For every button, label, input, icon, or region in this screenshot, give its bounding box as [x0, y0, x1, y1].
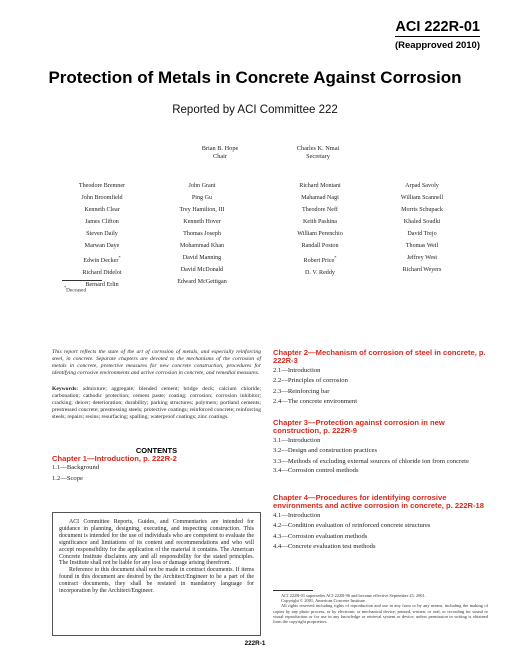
member-name: Mohammad Khan [179, 243, 225, 249]
document-id-block [395, 18, 480, 51]
member-name: Kenneth Hover [183, 219, 221, 225]
page-number: 222R-1 [244, 640, 266, 647]
member-name: James Clifton [85, 219, 119, 225]
member-name: Richard Weyers [402, 267, 442, 273]
chapter-2 [273, 349, 488, 408]
member-name: Thomas Weil [405, 243, 439, 249]
chapter-4 [273, 494, 488, 553]
member-name: Marwan Daye [84, 243, 120, 249]
deceased-marker: * [118, 255, 121, 260]
document-number: ACI 222R-01 [395, 19, 480, 35]
toc-item: 3.1—Introduction [273, 436, 321, 444]
toc-item: 1.2—Scope [52, 474, 83, 482]
abstract: This report reflects the state of the art of corrosion of metals, and especially reinforcing steel, in concrete. Separate chapters are devoted to the mechanisms of the corrosion of metals in concrete, protective measures for new concrete construction, procedures for identifying corrosive environments and active corrosion in concrete, and remedial measures. [52, 349, 261, 376]
notice-paragraph: Reference to this document shall not be made in contract documents. If items found in this document are desired by the Architect/Engineer to be a part of the contract documents, they shall be restated in mandatory language for incorporation by the Architect/Engineer. [59, 567, 254, 595]
copyright-line: Copyright © 2001, American Concrete Institute. [281, 598, 366, 604]
deceased-marker: * [334, 255, 337, 260]
member-name: Keith Pashina [302, 219, 338, 225]
member-name: Theodore Bremner [78, 183, 126, 189]
committee-reports-notice [52, 512, 261, 636]
member-name: Richard Montani [299, 183, 341, 189]
member-name: Thomas Joseph [183, 231, 221, 237]
contents-heading: CONTENTS [135, 446, 178, 455]
copyright-notice [273, 593, 488, 624]
committee-secretary [268, 145, 368, 161]
member-name: William Scannell [400, 195, 444, 201]
toc-item: 2.1—Introduction [273, 366, 321, 374]
member-name: Richard Didelot [82, 270, 122, 277]
member-name: John Grant [188, 183, 216, 189]
copyright-line: ACI 222R-01 supersedes ACI 222R-96 and became effective September 25, 2001. [281, 593, 426, 598]
footnote-rule [273, 590, 313, 591]
member-name: Trey Hamilton, III [179, 207, 225, 213]
member-name: Ping Gu [191, 195, 213, 201]
toc-item: 2.2—Principles of corrosion [273, 377, 348, 385]
member-name: William Perenchio [297, 231, 343, 237]
toc-item: 4.2—Condition evaluation of reinforced concrete structures [273, 522, 431, 530]
toc-item: 4.1—Introduction [273, 511, 321, 519]
member-name: Theodore Neff [302, 207, 338, 213]
member-name: Steven Daily [86, 231, 118, 237]
toc-item: 1.1—Background [52, 464, 100, 472]
member-name: Bernard Erlin [85, 282, 119, 289]
notice-paragraph: ACI Committee Reports, Guides, and Commentaries are intended for guidance in planning, designing, executing, and inspecting construction. This document is intended for the use of individuals who are competent to evaluate the significance and limitations of its content and recommendations and who will accept responsibility for the application of the material it contains. The American Concrete Institute disclaims any and all responsibility for the stated principles. The Institute shall not be liable for any loss or damage arising therefrom. [59, 519, 254, 567]
member-name: Randall Poston [301, 243, 339, 249]
reported-by: Reported by ACI Committee 222 [172, 104, 338, 116]
document-title: Protection of Metals in Concrete Against Corrosion [48, 68, 462, 87]
member-name: D. V. Reddy [305, 270, 335, 277]
member-name: Edward McGettigan [177, 279, 227, 285]
keywords-text: admixture; aggregate; blended cement; bridge deck; calcium chloride; carbonation; cathodic protection; cement paste; coating; corrosion; corrosion inhibitor; cracking; deicer; deterioration; durability; parking structures; polymers; portland cements; prestressed concrete; prestressing steels; protective coatings; reinforced concrete; reinforcing steels; repairs; resins; resurfacing; spalling; waterproof coatings; zinc coatings. [52, 386, 261, 420]
chapter-heading: Chapter 1—Introduction, p. 222R-2 [52, 454, 177, 463]
chapter-1 [52, 455, 261, 484]
toc-item: 2.3—Reinforcing bar [273, 387, 330, 395]
member-name: David McDonald [180, 267, 224, 273]
chapter-heading: Chapter 4—Procedures for identifying corrosive environments and active corrosion in concrete, p. 222R-18 [273, 493, 485, 511]
copyright-line: All rights reserved including rights of reproduction and use in any form or by any means, including the making of copies by any photo process, or by electronic or mechanical device, printed, written, or oral, or recording for sound or visual reproduction or for use in any knowledge or retrieval system or device, unless permission in writing is obtained from the copyright proprietors. [273, 603, 488, 625]
chair-role: Chair [213, 153, 227, 160]
member-column [372, 180, 472, 276]
footnote-rule [62, 280, 102, 281]
member-column [52, 180, 152, 291]
keywords [52, 386, 261, 421]
member-column [270, 180, 370, 279]
reapproved-note: (Reapproved 2010) [394, 40, 480, 51]
member-name: Kenneth Clear [84, 207, 120, 213]
member-name: Khaled Soudki [403, 219, 441, 225]
member-name: Morris Schupack [401, 207, 443, 213]
member-name: Arpad Savoly [405, 183, 439, 189]
toc-item: 2.4—The concrete environment [273, 398, 358, 406]
member-name: Jeffrey West [406, 255, 438, 261]
toc-item: 3.3—Methods of excluding external sources of chloride ion from concrete [273, 457, 469, 465]
toc-item: 4.3—Corrosion evaluation methods [273, 532, 368, 540]
chair-name: Brian B. Hope [201, 145, 239, 152]
member-name: Mahamad Nagi [301, 195, 339, 201]
chapter-heading: Chapter 3—Protection against corrosion in new construction, p. 222R-9 [273, 418, 445, 436]
member-name: David Trejo [407, 231, 437, 237]
secretary-role: Secretary [306, 153, 330, 160]
member-name: Robert Price* [303, 255, 337, 265]
toc-item: 3.4—Corrosion control methods [273, 466, 359, 474]
member-name: David Manning [182, 255, 222, 261]
deceased-footnote: *Deceased [64, 285, 87, 294]
member-name: John Broomfield [81, 195, 123, 201]
committee-chair [170, 145, 270, 161]
member-name: Edwin Decker* [83, 255, 121, 265]
secretary-name: Charles K. Nmai [296, 145, 340, 152]
toc-item: 4.4—Concrete evaluation test methods [273, 543, 376, 551]
chapter-heading: Chapter 2—Mechanism of corrosion of steel in concrete, p. 222R-3 [273, 348, 486, 366]
keywords-label: Keywords: [52, 386, 79, 392]
member-column [152, 180, 252, 288]
deceased-marker: * [64, 285, 67, 290]
chapter-3 [273, 419, 488, 476]
toc-item: 3.2—Design and construction practices [273, 447, 378, 455]
